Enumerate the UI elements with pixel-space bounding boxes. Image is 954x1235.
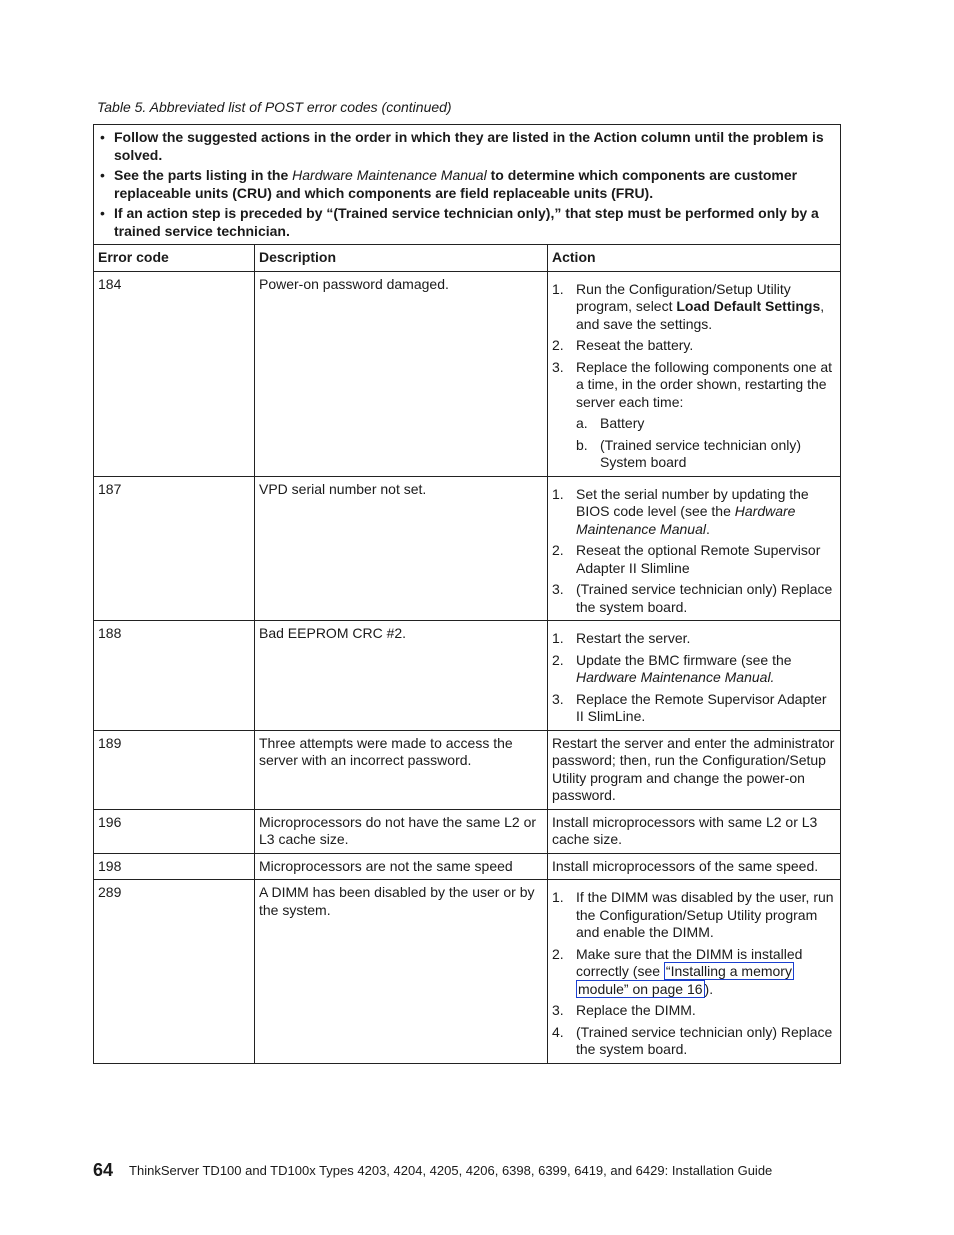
sub-step-letter: b. <box>576 436 588 453</box>
page-number: 64 <box>93 1160 114 1180</box>
error-code: 189 <box>94 730 255 809</box>
note-text: to determine which components are customer replaceable units (CRU) and which components are field replaceable units (FRU). <box>114 167 798 201</box>
error-code: 184 <box>94 271 255 476</box>
note-text: See the parts listing in the <box>114 167 293 183</box>
note-text: Follow the suggested actions in the order in which they are listed in the Action column until the problem is solved. <box>114 129 824 163</box>
table-row <box>94 880 841 1064</box>
page-footer <box>93 1160 772 1181</box>
step-number: 1. <box>552 889 564 905</box>
bullet: • <box>100 205 105 221</box>
note-item <box>98 205 837 240</box>
note-text: If an action step is preceded by “(Trained service technician only),” that step must be performed only by a trained service technician. <box>114 205 819 239</box>
table-row <box>94 621 841 731</box>
error-description: Three attempts were made to access the server with an incorrect password. <box>255 730 548 809</box>
table-caption: Table 5. Abbreviated list of POST error codes (continued) <box>97 99 452 115</box>
error-action: Restart the server and enter the administrator password; then, run the Configuration/Setup Utility program and change the power-on password. <box>548 730 841 809</box>
action-step <box>552 486 837 539</box>
action-step <box>552 281 837 334</box>
action-steps <box>552 486 837 617</box>
sub-step <box>576 437 837 472</box>
step-text: Replace the Remote Supervisor Adapter II SlimLine. <box>576 690 827 724</box>
notes-row <box>94 125 841 245</box>
step-number: 2. <box>552 651 564 668</box>
action-step <box>552 652 837 687</box>
table-row <box>94 476 841 621</box>
error-code: 289 <box>94 880 255 1064</box>
step-text: (Trained service technician only) Replace the system board. <box>576 1023 833 1057</box>
error-description: Bad EEPROM CRC #2. <box>255 621 548 731</box>
step-text: (Trained service technician only) Replace the system board. <box>576 581 833 615</box>
error-code: 188 <box>94 621 255 731</box>
step-text: Reseat the battery. <box>576 337 694 353</box>
sub-step-text: Battery <box>600 415 645 431</box>
error-description: Microprocessors are not the same speed <box>255 853 548 880</box>
action-step <box>552 1024 837 1059</box>
step-text: If the DIMM was disabled by the user, run the Configuration/Setup Utility program and enable the DIMM. <box>576 889 834 940</box>
step-text: Restart the server. <box>576 630 691 646</box>
action-step <box>552 337 837 355</box>
manual-title: Hardware Maintenance Manual <box>576 503 796 537</box>
action-step <box>552 542 837 577</box>
step-text: Run the Configuration/Setup Utility program, select <box>576 280 791 314</box>
action-step <box>552 359 837 472</box>
step-emphasis: Load Default Settings <box>676 298 821 314</box>
footer-title: ThinkServer TD100 and TD100x Types 4203, 4204, 4205, 4206, 6398, 6399, 6419, and 6429: Installation Guide <box>129 1163 773 1178</box>
error-action <box>548 476 841 621</box>
action-step <box>552 1002 837 1020</box>
error-code: 198 <box>94 853 255 880</box>
sub-step-letter: a. <box>576 415 588 431</box>
action-steps <box>552 889 837 1059</box>
bullet: • <box>100 129 105 145</box>
error-description: Power-on password damaged. <box>255 271 548 476</box>
header-error-code: Error code <box>94 245 255 272</box>
notes-cell <box>94 125 841 245</box>
step-number: 2. <box>552 945 564 962</box>
step-text: ). <box>704 980 714 997</box>
error-action <box>548 271 841 476</box>
step-text: , and save the settings. <box>576 298 825 332</box>
step-number: 1. <box>552 280 564 297</box>
header-description: Description <box>255 245 548 272</box>
action-steps <box>552 630 837 726</box>
step-number: 3. <box>552 690 564 707</box>
step-text: . <box>705 520 710 537</box>
error-code: 196 <box>94 809 255 853</box>
step-text: Reseat the optional Remote Supervisor Adapter II Slimline <box>576 542 821 576</box>
error-action <box>548 621 841 731</box>
table-row <box>94 809 841 853</box>
error-description: A DIMM has been disabled by the user or by the system. <box>255 880 548 1064</box>
table-row <box>94 730 841 809</box>
sub-steps <box>576 415 837 472</box>
note-item <box>98 129 837 164</box>
installing-memory-link[interactable]: “Installing a memory <box>665 963 792 979</box>
step-number: 2. <box>552 337 564 353</box>
step-number: 2. <box>552 542 564 558</box>
error-code: 187 <box>94 476 255 621</box>
error-action <box>548 880 841 1064</box>
step-number: 3. <box>552 581 564 597</box>
action-step <box>552 630 837 648</box>
action-step <box>552 691 837 726</box>
step-number: 1. <box>552 630 564 646</box>
action-step <box>552 581 837 616</box>
post-error-codes-table <box>93 124 841 1064</box>
notes-list <box>98 129 837 240</box>
sub-step-text: (Trained service technician only) System board <box>600 436 802 470</box>
header-row <box>94 245 841 272</box>
table-row <box>94 853 841 880</box>
step-text: Update the BMC firmware (see the <box>576 651 792 668</box>
step-number: 4. <box>552 1023 564 1040</box>
error-description: Microprocessors do not have the same L2 or L3 cache size. <box>255 809 548 853</box>
step-text: Replace the following components one at a time, in the order shown, restarting the server each time: <box>576 358 833 410</box>
error-description: VPD serial number not set. <box>255 476 548 621</box>
error-action: Install microprocessors with same L2 or L3 cache size. <box>548 809 841 853</box>
step-number: 1. <box>552 485 564 502</box>
header-action: Action <box>548 245 841 272</box>
action-steps <box>552 281 837 472</box>
table-row <box>94 271 841 476</box>
step-number: 3. <box>552 1002 564 1018</box>
bullet: • <box>100 167 105 183</box>
installing-memory-link-page[interactable]: module” on page 16 <box>578 980 703 997</box>
manual-title: Hardware Maintenance Manual. <box>576 669 775 685</box>
step-number: 3. <box>552 358 564 375</box>
action-step <box>552 946 837 999</box>
action-step <box>552 889 837 942</box>
sub-step <box>576 415 837 433</box>
manual-title: Hardware Maintenance Manual <box>292 167 487 183</box>
step-text: Replace the DIMM. <box>576 1002 696 1018</box>
error-action: Install microprocessors of the same speed. <box>548 853 841 880</box>
step-text: Make sure that the DIMM is installed correctly (see <box>576 945 803 979</box>
note-item <box>98 167 837 202</box>
step-text: Set the serial number by updating the BIOS code level (see the <box>576 485 809 519</box>
